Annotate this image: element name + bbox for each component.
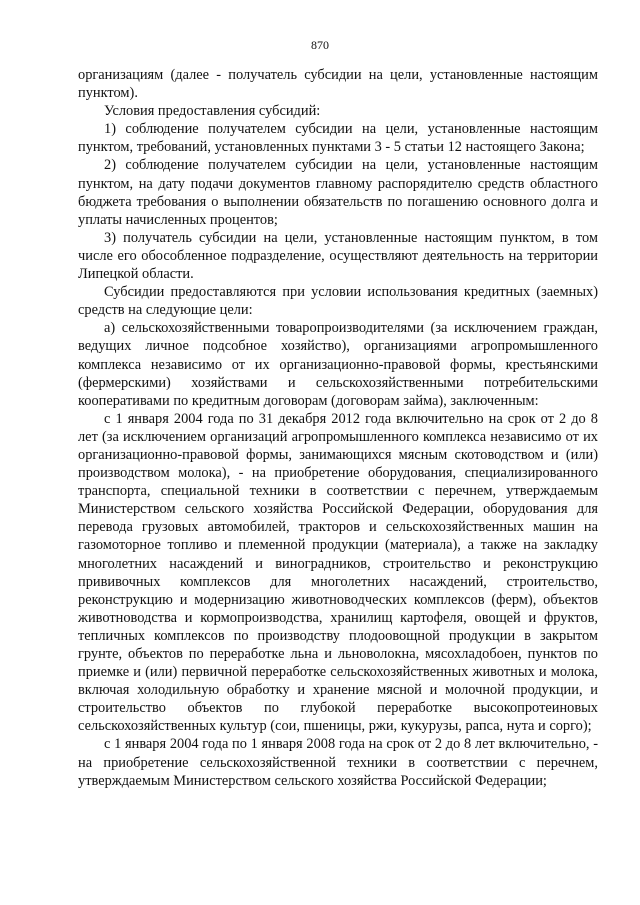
body-text	[78, 66, 598, 790]
paragraph-item-a: а) сельскохозяйственными товаропроизводителями (за исключением граждан, ведущих личное подсобное хозяйство), организациями агропромышленного комплекса независимо от их организационно-правовой формы, крестьянскими (фермерскими) хозяйствами и сельскохозяйственными потребительскими кооперативами по кредитным договорам (договорам займа), заключенным:	[78, 320, 598, 409]
paragraph-period-2004-2012: с 1 января 2004 года по 31 декабря 2012 года включительно на срок от 2 до 8 лет (за исключением организаций агропромышленного комплекса независимо от их организационно-правовой формы, занимающихся мясным скотоводством и (или) производством молока), - на приобретение оборудования, специализированного транспорта, специальной техники в соответствии с перечнем, утверждаемым Министерством сельского хозяйства Российской Федерации, оборудования для перевода грузовых автомобилей, тракторов и сельскохозяйственных машин на газомоторное топливо и племенной продукции (материала), а также на закладку многолетних насаждений и виноградников, строительство и реконструкцию прививочных комплексов для многолетних насаждений, строительство, реконструкцию и модернизацию животноводческих комплексов (ферм), объектов животноводства и кормопроизводства, хранилищ картофеля, овощей и фруктов, тепличных комплексов по производству плодоовощной продукции в закрытом грунте, объектов по переработке льна и льноволокна, мясохладобоен, пунктов по приемке и (или) первичной переработке сельскохозяйственных животных и молока, включая холодильную обработку и хранение мясной и молочной продукции, и строительство объектов по глубокой переработке высокопротеиновых сельскохозяйственных культур (сои, пшеницы, ржи, кукурузы, рапса, нута и сорго);	[78, 410, 598, 735]
paragraph-intro-continuation: организациям (далее - получатель субсидии на цели, установленные настоящим пунктом).	[78, 67, 598, 102]
paragraph-condition-2: 2) соблюдение получателем субсидии на цели, установленные настоящим пунктом, на дату подачи документов главному распорядителю средств областного бюджета требования о выполнении обязательств по погашению основного долга и уплаты начисленных процентов;	[78, 157, 598, 228]
paragraph-conditions-heading: Условия предоставления субсидий:	[104, 103, 321, 120]
paragraph-condition-3: 3) получатель субсидии на цели, установленные настоящим пунктом, в том числе его обособленное подразделение, осуществляют деятельность на территории Липецкой области.	[78, 229, 598, 283]
paragraph-period-2004-2008: с 1 января 2004 года по 1 января 2008 года на срок от 2 до 8 лет включительно, - на приобретение сельскохозяйственной техники в соответствии с перечнем, утверждаемым Министерством сельского хозяйства Российской Федерации;	[78, 736, 598, 789]
paragraph-subsidy-purposes: Субсидии предоставляются при условии использования кредитных (заемных) средств на следующие цели:	[78, 284, 598, 319]
paragraph-condition-1: 1) соблюдение получателем субсидии на цели, установленные настоящим пунктом, требований, установленных пунктами 3 - 5 статьи 12 настоящего Закона;	[78, 121, 598, 156]
page-number: 870	[311, 38, 329, 52]
